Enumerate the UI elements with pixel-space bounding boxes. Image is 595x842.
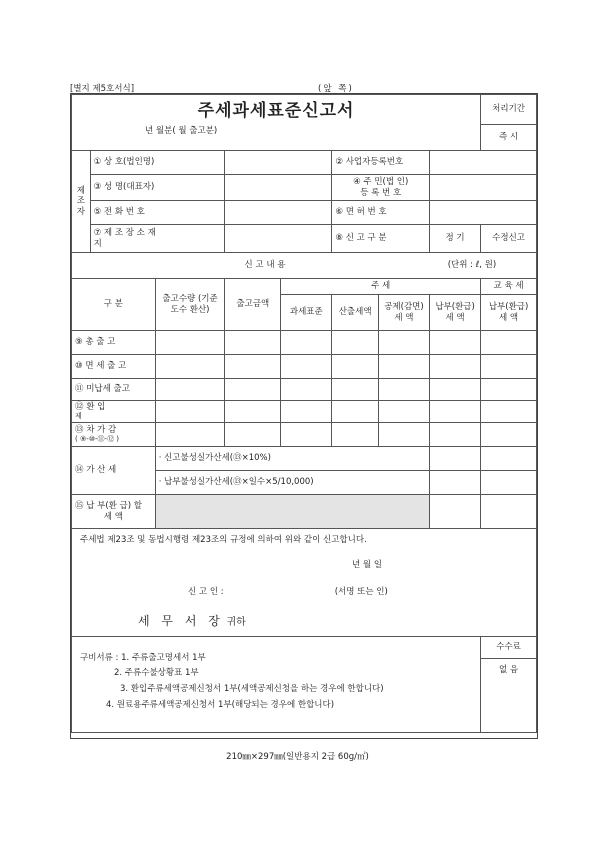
resident-no-label-line2: 등 록 번 호 — [360, 187, 402, 198]
table-cell[interactable] — [155, 331, 225, 355]
row-total-shipment: ⑨ 총 출 고 — [72, 331, 156, 355]
processing-label: 처리기간 — [481, 95, 537, 125]
fee-value: 없 음 — [481, 658, 537, 732]
business-reg-no-label: ② 사업자등록번호 — [332, 151, 430, 175]
document-item: 2. 주류수불상황표 1부 — [114, 668, 199, 679]
table-cell[interactable] — [332, 355, 379, 379]
table-cell[interactable] — [430, 423, 481, 447]
page-side-label: (앞 쪽) — [318, 84, 354, 94]
table-cell[interactable] — [225, 423, 281, 447]
company-name-label: ① 상 호(법인명) — [90, 151, 225, 175]
title-cell — [72, 95, 481, 151]
col-amount: 출고금액 — [225, 279, 281, 331]
table-cell[interactable] — [378, 423, 429, 447]
penalty-payment-edu[interactable] — [481, 471, 537, 495]
col-qty: 출고수량 (기준도수 환산) — [155, 279, 225, 331]
payable-edu[interactable] — [481, 495, 537, 529]
table-cell[interactable] — [281, 379, 332, 401]
table-cell[interactable] — [378, 401, 429, 423]
content-title: 신 고 내 용 — [244, 260, 286, 271]
form-number: [별지 제5호서식] — [70, 84, 135, 94]
declaration-block — [72, 529, 537, 637]
table-cell[interactable] — [281, 355, 332, 379]
document-item: 3. 환입주류세액공제신청서 1부(세액공제신청을 하는 경우에 한합니다) — [120, 683, 384, 694]
factory-address-label-line2: 지 — [93, 238, 102, 249]
table-cell[interactable] — [155, 355, 225, 379]
tax-report-form — [70, 93, 538, 739]
reporter-label: 신 고 인 : — [188, 587, 224, 598]
report-type-amended-label: 수정신고 — [492, 233, 525, 244]
row-net-label: ⑬ 차 가 감 — [75, 424, 117, 435]
row-payable-label-line2: 세 액 — [103, 511, 123, 522]
factory-address-label — [90, 225, 225, 253]
row-unpaid-shipment: ⑪ 미납세 출고 — [72, 379, 156, 401]
row-return-label: ⑫ 환 입 — [75, 401, 106, 412]
row-return — [72, 401, 156, 423]
business-reg-no-field[interactable] — [430, 151, 537, 175]
sub-edu-pay-tax: 납부(환급) 세 액 — [481, 295, 537, 331]
sub-tax-base: 과세표준 — [281, 295, 332, 331]
table-cell[interactable] — [430, 355, 481, 379]
form-subtitle: 년 월분( 월 출고분) — [145, 126, 218, 137]
payable-shaded-area — [155, 495, 429, 529]
col-edu-tax: 교 육 세 — [481, 279, 537, 295]
table-cell[interactable] — [481, 379, 537, 401]
row-net — [72, 423, 156, 447]
sub-calc-tax: 산출세액 — [332, 295, 379, 331]
table-cell[interactable] — [332, 423, 379, 447]
table-cell[interactable] — [155, 401, 225, 423]
documents-intro: 구비서류 : 1. 주류출고명세서 1부 — [80, 652, 206, 663]
row-net-note: ( ⑨-⑩-⑪-⑫ ) — [75, 435, 120, 444]
resident-no-label — [332, 175, 430, 201]
row-penalty: ⑭ 가 산 세 — [72, 447, 156, 495]
table-cell[interactable] — [225, 401, 281, 423]
license-no-field[interactable] — [430, 201, 537, 225]
table-cell[interactable] — [332, 401, 379, 423]
table-cell[interactable] — [281, 423, 332, 447]
document-item: 4. 원료용주류세액공제신청서 1부(해당되는 경우에 한합니다) — [106, 699, 335, 710]
col-liquor-tax: 주 세 — [281, 279, 481, 295]
table-cell[interactable] — [378, 331, 429, 355]
report-type-regular-label: 정 기 — [445, 233, 465, 244]
table-cell[interactable] — [430, 401, 481, 423]
table-cell[interactable] — [225, 379, 281, 401]
addressee: 세 무 서 장 — [138, 614, 224, 629]
content-header — [72, 253, 537, 279]
resident-no-label-line1: ④ 주 민(법 인) — [353, 176, 409, 187]
table-cell[interactable] — [225, 331, 281, 355]
required-documents — [72, 636, 481, 732]
form-title: 주세과세표준신고서 — [197, 101, 355, 121]
unit-label: (단위 : ℓ, 원) — [447, 260, 497, 271]
table-cell[interactable] — [481, 423, 537, 447]
table-cell[interactable] — [332, 379, 379, 401]
report-type-regular[interactable] — [430, 225, 481, 253]
table-cell[interactable] — [281, 331, 332, 355]
table-cell[interactable] — [225, 355, 281, 379]
table-cell[interactable] — [281, 401, 332, 423]
penalty-report-value[interactable] — [430, 447, 481, 471]
representative-label: ③ 성 명(대표자) — [90, 175, 225, 201]
sub-pay-tax: 납부(환급) 세 액 — [430, 295, 481, 331]
row-return-extra: 제 — [75, 412, 82, 421]
manufacturer-side-label: 제 조 자 — [72, 151, 91, 253]
addressee-suffix: 귀하 — [226, 617, 246, 629]
penalty-report-label: · 신고불성실가산세(⑬×10%) — [155, 447, 429, 471]
representative-field[interactable] — [225, 175, 332, 201]
table-cell[interactable] — [378, 379, 429, 401]
row-payable-label-line1: ⑮ 납 부(환 급) 할 — [75, 500, 142, 511]
factory-address-field[interactable] — [225, 225, 332, 253]
sub-deduct-tax: 공제(감면) 세 액 — [378, 295, 429, 331]
declaration-text: 주세법 제23조 및 동법시행령 제23조의 규정에 의하여 위와 같이 신고합니다. — [80, 535, 367, 545]
col-gubun: 구 분 — [72, 279, 156, 331]
penalty-payment-value[interactable] — [430, 471, 481, 495]
company-name-field[interactable] — [225, 151, 332, 175]
declaration-date: 년 월 일 — [352, 560, 383, 571]
penalty-payment-label: · 납부불성실가산세(⑬×일수×5/10,000) — [155, 471, 429, 495]
paper-spec: 210㎜×297㎜(일반용지 2급 60g/㎡) — [226, 752, 369, 762]
table-cell[interactable] — [378, 355, 429, 379]
factory-address-label-line1: ⑦ 제 조 장 소 재 — [93, 227, 156, 238]
report-type-label: ⑧ 신 고 구 분 — [332, 225, 430, 253]
table-cell[interactable] — [155, 379, 225, 401]
penalty-report-edu[interactable] — [481, 447, 537, 471]
table-cell[interactable] — [481, 401, 537, 423]
table-cell[interactable] — [430, 379, 481, 401]
fee-label: 수수료 — [481, 636, 537, 658]
table-cell[interactable] — [481, 355, 537, 379]
payable-value[interactable] — [430, 495, 481, 529]
table-cell[interactable] — [332, 331, 379, 355]
processing-value: 즉 시 — [481, 125, 537, 151]
report-type-amended[interactable] — [481, 225, 537, 253]
license-no-label: ⑥ 면 허 번 호 — [332, 201, 430, 225]
resident-no-field[interactable] — [430, 175, 537, 201]
table-cell[interactable] — [155, 423, 225, 447]
phone-label: ⑤ 전 화 번 호 — [90, 201, 225, 225]
phone-field[interactable] — [225, 201, 332, 225]
table-cell[interactable] — [430, 331, 481, 355]
table-cell[interactable] — [481, 331, 537, 355]
row-payable — [72, 495, 156, 529]
row-tax-exempt: ⑩ 면 세 출 고 — [72, 355, 156, 379]
signature-note: (서명 또는 인) — [334, 587, 388, 598]
